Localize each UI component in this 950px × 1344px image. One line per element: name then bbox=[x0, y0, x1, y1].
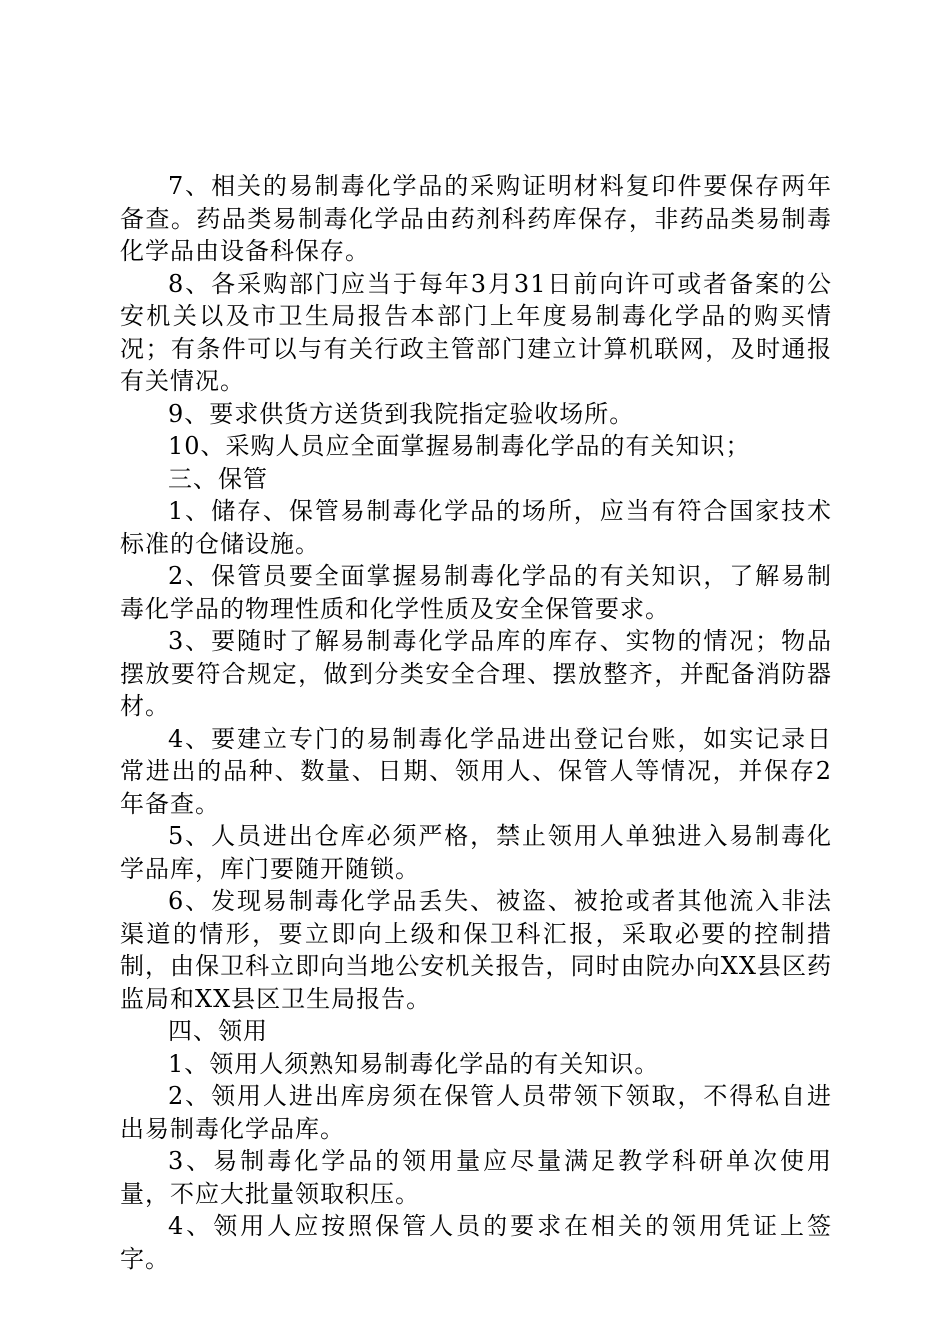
usage-item-1: 1、领用人须熟知易制毒化学品的有关知识。 bbox=[168, 1049, 660, 1078]
paragraph-7-retention: 7、相关的易制毒化学品的采购证明材料复印件要保存两年备查。药品类易制毒化学品由药剂科药库保存，非药品类易制毒化学品由设备科保存。 bbox=[120, 172, 832, 265]
section-heading-usage: 四、领用 bbox=[168, 1017, 268, 1045]
paragraph-8-report: 8、各采购部门应当于每年3月31日前向许可或者备案的公安机关以及市卫生局报告本部门上年度易制毒化学品的购买情况；有条件可以与有关行政主管部门建立计算机联网，及时通报有关情况。 bbox=[120, 269, 832, 395]
usage-item-3: 3、易制毒化学品的领用量应尽量满足教学科研单次使用量，不应大批量领取积压。 bbox=[120, 1147, 832, 1208]
usage-item-4: 4、领用人应按照保管人员的要求在相关的领用凭证上签字。 bbox=[120, 1212, 832, 1273]
storage-item-5: 5、人员进出仓库必须严格，禁止领用人单独进入易制毒化学品库，库门要随开随锁。 bbox=[120, 822, 832, 883]
paragraph-10-knowledge: 10、采购人员应全面掌握易制毒化学品的有关知识； bbox=[168, 432, 751, 460]
document-body bbox=[120, 170, 832, 1275]
paragraph-9-delivery: 9、要求供货方送货到我院指定验收场所。 bbox=[168, 399, 635, 428]
section-heading-storage: 三、保管 bbox=[168, 464, 268, 493]
storage-item-1: 1、储存、保管易制毒化学品的场所，应当有符合国家技术标准的仓储设施。 bbox=[120, 497, 832, 558]
storage-item-4: 4、要建立专门的易制毒化学品进出登记台账，如实记录日常进出的品种、数量、日期、领用人、保管人等情况，并保存2年备查。 bbox=[120, 724, 832, 818]
storage-item-6: 6、发现易制毒化学品丢失、被盗、被抢或者其他流入非法渠道的情形，要立即向上级和保卫科汇报，采取必要的控制措制，由保卫科立即向当地公安机关报告，同时由院办向XX县区药监局和XX县区卫生局报告。 bbox=[120, 887, 832, 1013]
storage-item-3: 3、要随时了解易制毒化学品库的库存、实物的情况；物品摆放要符合规定，做到分类安全合理、摆放整齐，并配备消防器材。 bbox=[120, 627, 832, 720]
usage-item-2: 2、领用人进出库房须在保管人员带领下领取，不得私自进出易制毒化学品库。 bbox=[120, 1082, 832, 1143]
storage-item-2: 2、保管员要全面掌握易制毒化学品的有关知识，了解易制毒化学品的物理性质和化学性质及安全保管要求。 bbox=[120, 562, 832, 623]
